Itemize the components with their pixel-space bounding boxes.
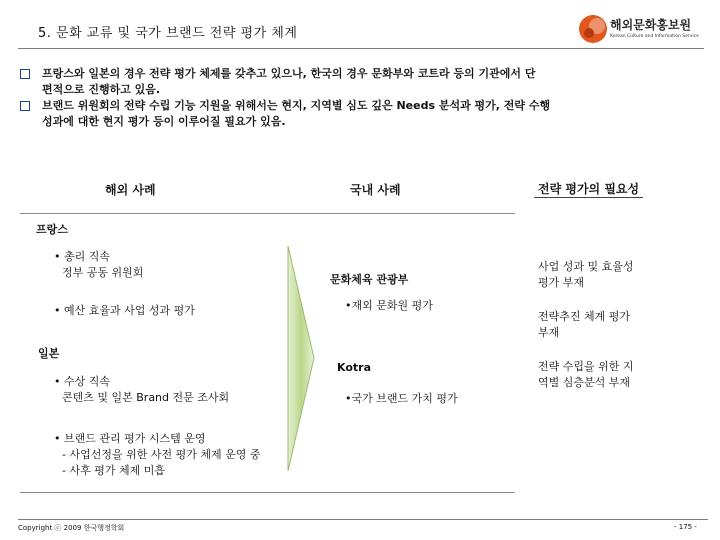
japan-item-1-line-2: 콘텐츠 및 일본 Brand 전문 조사회	[62, 391, 230, 404]
summary-bullet-1-line-1: 프랑스와 일본의 경우 전략 평가 체제를 갖추고 있으나, 한국의 경우 문화부와 코트라 등의 기관에서 단	[42, 67, 536, 80]
brand-mgmt-line-1: • 브랜드 관리 평가 시스템 운영	[54, 432, 206, 445]
summary-bullet-2-line-1: 브랜드 위원회의 전략 수립 기능 지원을 위해서는 현지, 지역별 심도 깊은 Needs 분석과 평가, 전략 수행	[42, 99, 551, 112]
header-divider	[18, 48, 704, 49]
summary-bullet-1-line-2: 편적으로 진행하고 있음.	[42, 83, 161, 96]
flow-arrow-icon	[286, 246, 316, 471]
france-label: 프랑스	[36, 223, 68, 236]
summary-bullet-2-line-2: 성과에 대한 현지 평가 등이 이루어질 필요가 있음.	[42, 115, 286, 128]
domestic-org-1-item: •재외 문화원 평가	[345, 299, 433, 312]
need-item-1-line-1: 사업 성과 및 효율성	[538, 260, 634, 273]
brand-mgmt-line-2: - 사업선정을 위한 사전 평가 체제 운영 중	[62, 448, 261, 461]
need-item-2-line-2: 부재	[538, 326, 560, 339]
france-item-1-line-2: 정부 공동 위원회	[62, 266, 144, 279]
column-header-need	[538, 180, 639, 197]
brand-mgmt-line-3: - 사후 평가 체제 미흡	[62, 464, 165, 477]
japan-item-1-line-1: • 수상 직속	[54, 375, 110, 388]
logo	[578, 12, 708, 48]
summary-bullet-2	[20, 98, 710, 130]
column-header-overseas: 해외 사례	[105, 183, 156, 197]
logo-subtitle: Korean Culture and Information Service	[610, 34, 699, 39]
domestic-org-1: 문화체육 관광부	[330, 273, 409, 286]
need-item-3-line-1: 전략 수립을 위한 지	[538, 360, 634, 373]
japan-label: 일본	[38, 347, 60, 360]
need-item-3-line-2: 역별 심층분석 부재	[538, 376, 631, 389]
checkbox-bullet-icon	[20, 101, 30, 111]
copyright: Copyright ⓒ 2009 한국행정학회	[18, 524, 125, 532]
summary-bullets	[20, 66, 710, 130]
footer-divider	[18, 519, 708, 520]
need-item-2-line-1: 전략추진 체계 평가	[538, 310, 631, 323]
domestic-org-2-item: •국가 브랜드 가치 평가	[345, 392, 458, 405]
need-item-1-line-2: 평가 부재	[538, 276, 585, 289]
page-number: - 175 -	[674, 523, 697, 531]
column-header-need-label: 전략 평가의 필요성	[538, 182, 640, 196]
column-header-domestic: 국내 사례	[350, 183, 401, 197]
logo-title: 해외문화홍보원	[610, 18, 692, 32]
logo-mark-icon	[578, 14, 608, 44]
domestic-org-2: Kotra	[337, 361, 371, 374]
page-title: 5. 문화 교류 및 국가 브랜드 전략 평가 체계	[38, 26, 298, 41]
checkbox-bullet-icon	[20, 69, 30, 79]
column-header-underline	[534, 197, 643, 198]
france-item-2: • 예산 효율과 사업 성과 평가	[54, 304, 195, 317]
summary-bullet-1	[20, 66, 710, 98]
france-item-1-line-1: • 총리 직속	[54, 250, 110, 263]
